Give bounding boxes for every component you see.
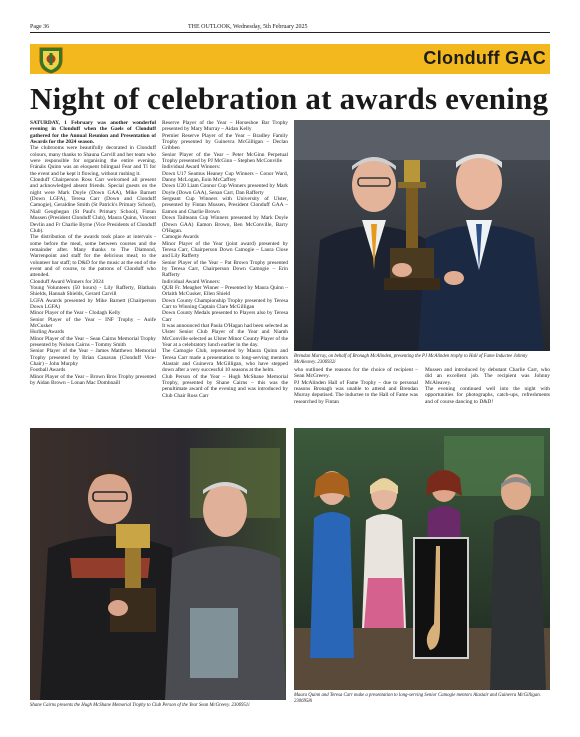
article-paragraph: Camogie Awards (162, 234, 199, 241)
article-paragraph: Club Person of the Year – Hugh McShane Memorial Trophy, presented by Shane Cairns – this was the penultimate award of the evening and was introduced by Club Chair Ross Carr (162, 373, 288, 399)
article-paragraph: Down County Medals presented to Players also by Teresa Carr (162, 310, 288, 323)
article-paragraph: Down Tailteann Cup Winners presented by Mark Doyle (Down GAA) Eamon Brown, Ben McConville, Barry O'Hagan. (162, 215, 288, 234)
article-paragraph: Minor Player of the Year – Brown Bros Trophy presented by Aidan Brown – Lonan Mac Domhnaill (30, 373, 156, 387)
article-paragraph: Hurling Awards (30, 329, 65, 336)
photo-camogie-presentation (294, 428, 550, 690)
article-paragraph: Down U17 Seamus Heaney Cup Winners – Conor Ward, Danny McLogan, Eoin McCaffrey (162, 170, 288, 184)
article-paragraph: Sergeant Cup Winners with University of Ulster, presented by Fintan Mussen, President Clonduff GAA – Eamon and Charlie Brown (162, 196, 288, 215)
photo-caption-bottom-right: Maura Quinn and Teresa Carr make a presentation to long-serving Senior Camogie mentors Alastair and Guinevra McGilligan. 2306958i (294, 693, 541, 704)
article-paragraph: Minor Player of the Year (joint award) presented by Teresa Carr, Chairperson Down Camogie – Laura Close and Lily Rafferty (162, 240, 288, 260)
article-paragraph: Individual Award Winners: (162, 164, 221, 171)
article-paragraph: SATURDAY, 1 February was another wonderful evening in Clonduff when the Gaels of Clonduff gathered for the Annual Reunion and Presentation of Awards for the 2024 season. (30, 120, 156, 146)
article-column-3 (294, 367, 418, 419)
article-paragraph: Clonduff Chairperson Ross Carr welcomed all present and acknowledged absent friends. Special guests on the night were Mark Doyle (Down GAA), Mike Barnett (Down LGFA), Teresa Carr (Down and Clonduff Camogie), Geraldine Smith (St Patrick's Primary School), Niall Geoghegan (St Paul's Primary School), Fintan Mussen (President Clonduff Club), Maura Quinn, Vincent Devlin and Fr Charlie Byrne (Vice Presidents of Clonduff Club). (30, 177, 156, 234)
running-head: THE OUTLOOK, Wednesday, 5th February 2025 (188, 24, 308, 30)
photo-camogie-presentation-image (294, 428, 550, 690)
header-rule (30, 32, 550, 33)
page-number: Page 36 (30, 24, 50, 30)
article-paragraph: It was announced that Paula O'Hagan had been selected as Ulster Senior Club Player of the Year and Niamh McConville selected as Ulster Minor County Player of the Year at a celebratory lunch earlier in the day. (162, 323, 288, 349)
article-paragraph: Individual Award Winners: (162, 278, 221, 285)
article-paragraph: Senior Player of the Year – Peter McGinn Perpetual Trophy presented by PJ McGinn – Stephen McConville (162, 151, 288, 165)
article-paragraph: who outlined the reasons for the choice of recipient – Sean McGreevy. (294, 367, 418, 380)
photo-caption-bottom-left: Shane Cairns presents the Hugh McShane Memorial Trophy to Club Person of the Year Sean McGreevy. 2306951i (30, 703, 250, 708)
article-paragraph: PJ McAlinden Hall of Fame Trophy – due to personal reasons Bronagh was unable to attend and Brendan Murray deputised. The inductee to the Hall of Fame was researched by Fintan (294, 379, 418, 405)
article-paragraph: Down County Championship Trophy presented by Teresa Carr to Winning Captain Clare McGilligan (162, 297, 288, 310)
article-paragraph: Reserve Player of the Year – Horseshoe Bar Trophy presented by Mary Murray – Aidan Kelly (162, 120, 288, 133)
article-paragraph: LGFA Awards presented by Mike Barnett (Chairperson Down LGFA) (30, 297, 156, 310)
club-crest-icon (38, 46, 64, 74)
photo-hall-of-fame-image (294, 120, 550, 351)
article-paragraph: Football Awards (30, 367, 66, 374)
article-column-2 (162, 120, 288, 416)
article-paragraph: Mussen and introduced by debutant Charlie Carr, who did an excellent job. The recipient was Johnny McAleavey. (425, 367, 550, 386)
photo-club-person-image (30, 428, 286, 700)
article-paragraph: Senior Player of the Year – James Matthews Memorial Trophy presented by Brian Canavan (Clonduff Vice-Chair) – John Murphy (30, 348, 156, 368)
article-paragraph: Senior Player of the Year – Pat Brown Trophy presented by Teresa Carr, Chairperson Down Camogie – Erin Rafferty (162, 259, 288, 279)
article-column-4 (425, 367, 550, 419)
article-paragraph: Minor Player of the Year – Clodagh Kelly (30, 310, 121, 317)
photo-caption-top: Brendan Murray, on behalf of Bronagh McAlinden, presenting the PJ McAlinden trophy to Hall of Fame Inductee Johnny McAleavey. 2306932i (294, 354, 528, 365)
article-paragraph: Premier Reserve Player of the Year – Bradley Family Trophy presented by Guinevra McGilligan – Declan Gribben (162, 132, 288, 152)
photo-club-person (30, 428, 286, 700)
article-paragraph: The evening continued well into the night with opportunities for photographs, catch-ups, refreshments and of course dancing to D&D! (425, 386, 550, 405)
article-column-1 (30, 120, 156, 416)
article-paragraph: Young Volunteers (50 hours) - Lily Rafferty, Blathain Shields, Hannah Shields, Gerard Carvill (30, 284, 156, 298)
article-paragraph: Down U20 Liam Connor Cup Winners presented by Mark Doyle (Down GAA), Senan Carr, Dan Rafferty (162, 183, 288, 196)
photo-hall-of-fame (294, 120, 550, 351)
section-title: Clonduff GAC (423, 48, 546, 68)
article-paragraph: The clubrooms were beautifully decorated in Clonduff colours, many thanks to Shauna Carvill and her team who were responsible for organising the entire evening. Fránáis Quinn was an eloquent bilingual Fear and Tí for the event and he kept it flowing, without rushing it. (30, 145, 156, 177)
article-paragraph: The distribution of the awards took place at intervals - some before the meal, some between courses and the remainder after. Many thanks to The Diamond, Warrenpoint and staff for the delicious meal; to the volunteer bar staff; to D&D for the music at the end of the event and of course, to the patrons of Clonduff who attended. (30, 234, 156, 279)
article-paragraph: Clonduff Award Winners for 2024 (30, 278, 104, 285)
article-paragraph: QUB Fr. Meagher Winner – Presented by Maura Quinn – Orlaith McCusker, Ellen Shield (162, 284, 288, 298)
article-paragraph: Senior Player of the Year – INF Trophy – Aoife McCusker (30, 316, 156, 329)
article-paragraph: Minor Player of the Year – Sean Cairns Memorial Trophy presented by Nolson Cairns – Tommy Smith (30, 335, 156, 349)
article-paragraph: The Camogie Club, represented by Maura Quinn and Teresa Carr made a presentation to long-serving mentors Alastair and Guinevra McGilligan, who have stepped down after a very successful 10 seasons at the helm. (162, 348, 288, 374)
headline: Night of celebration at awards evening (30, 81, 549, 116)
